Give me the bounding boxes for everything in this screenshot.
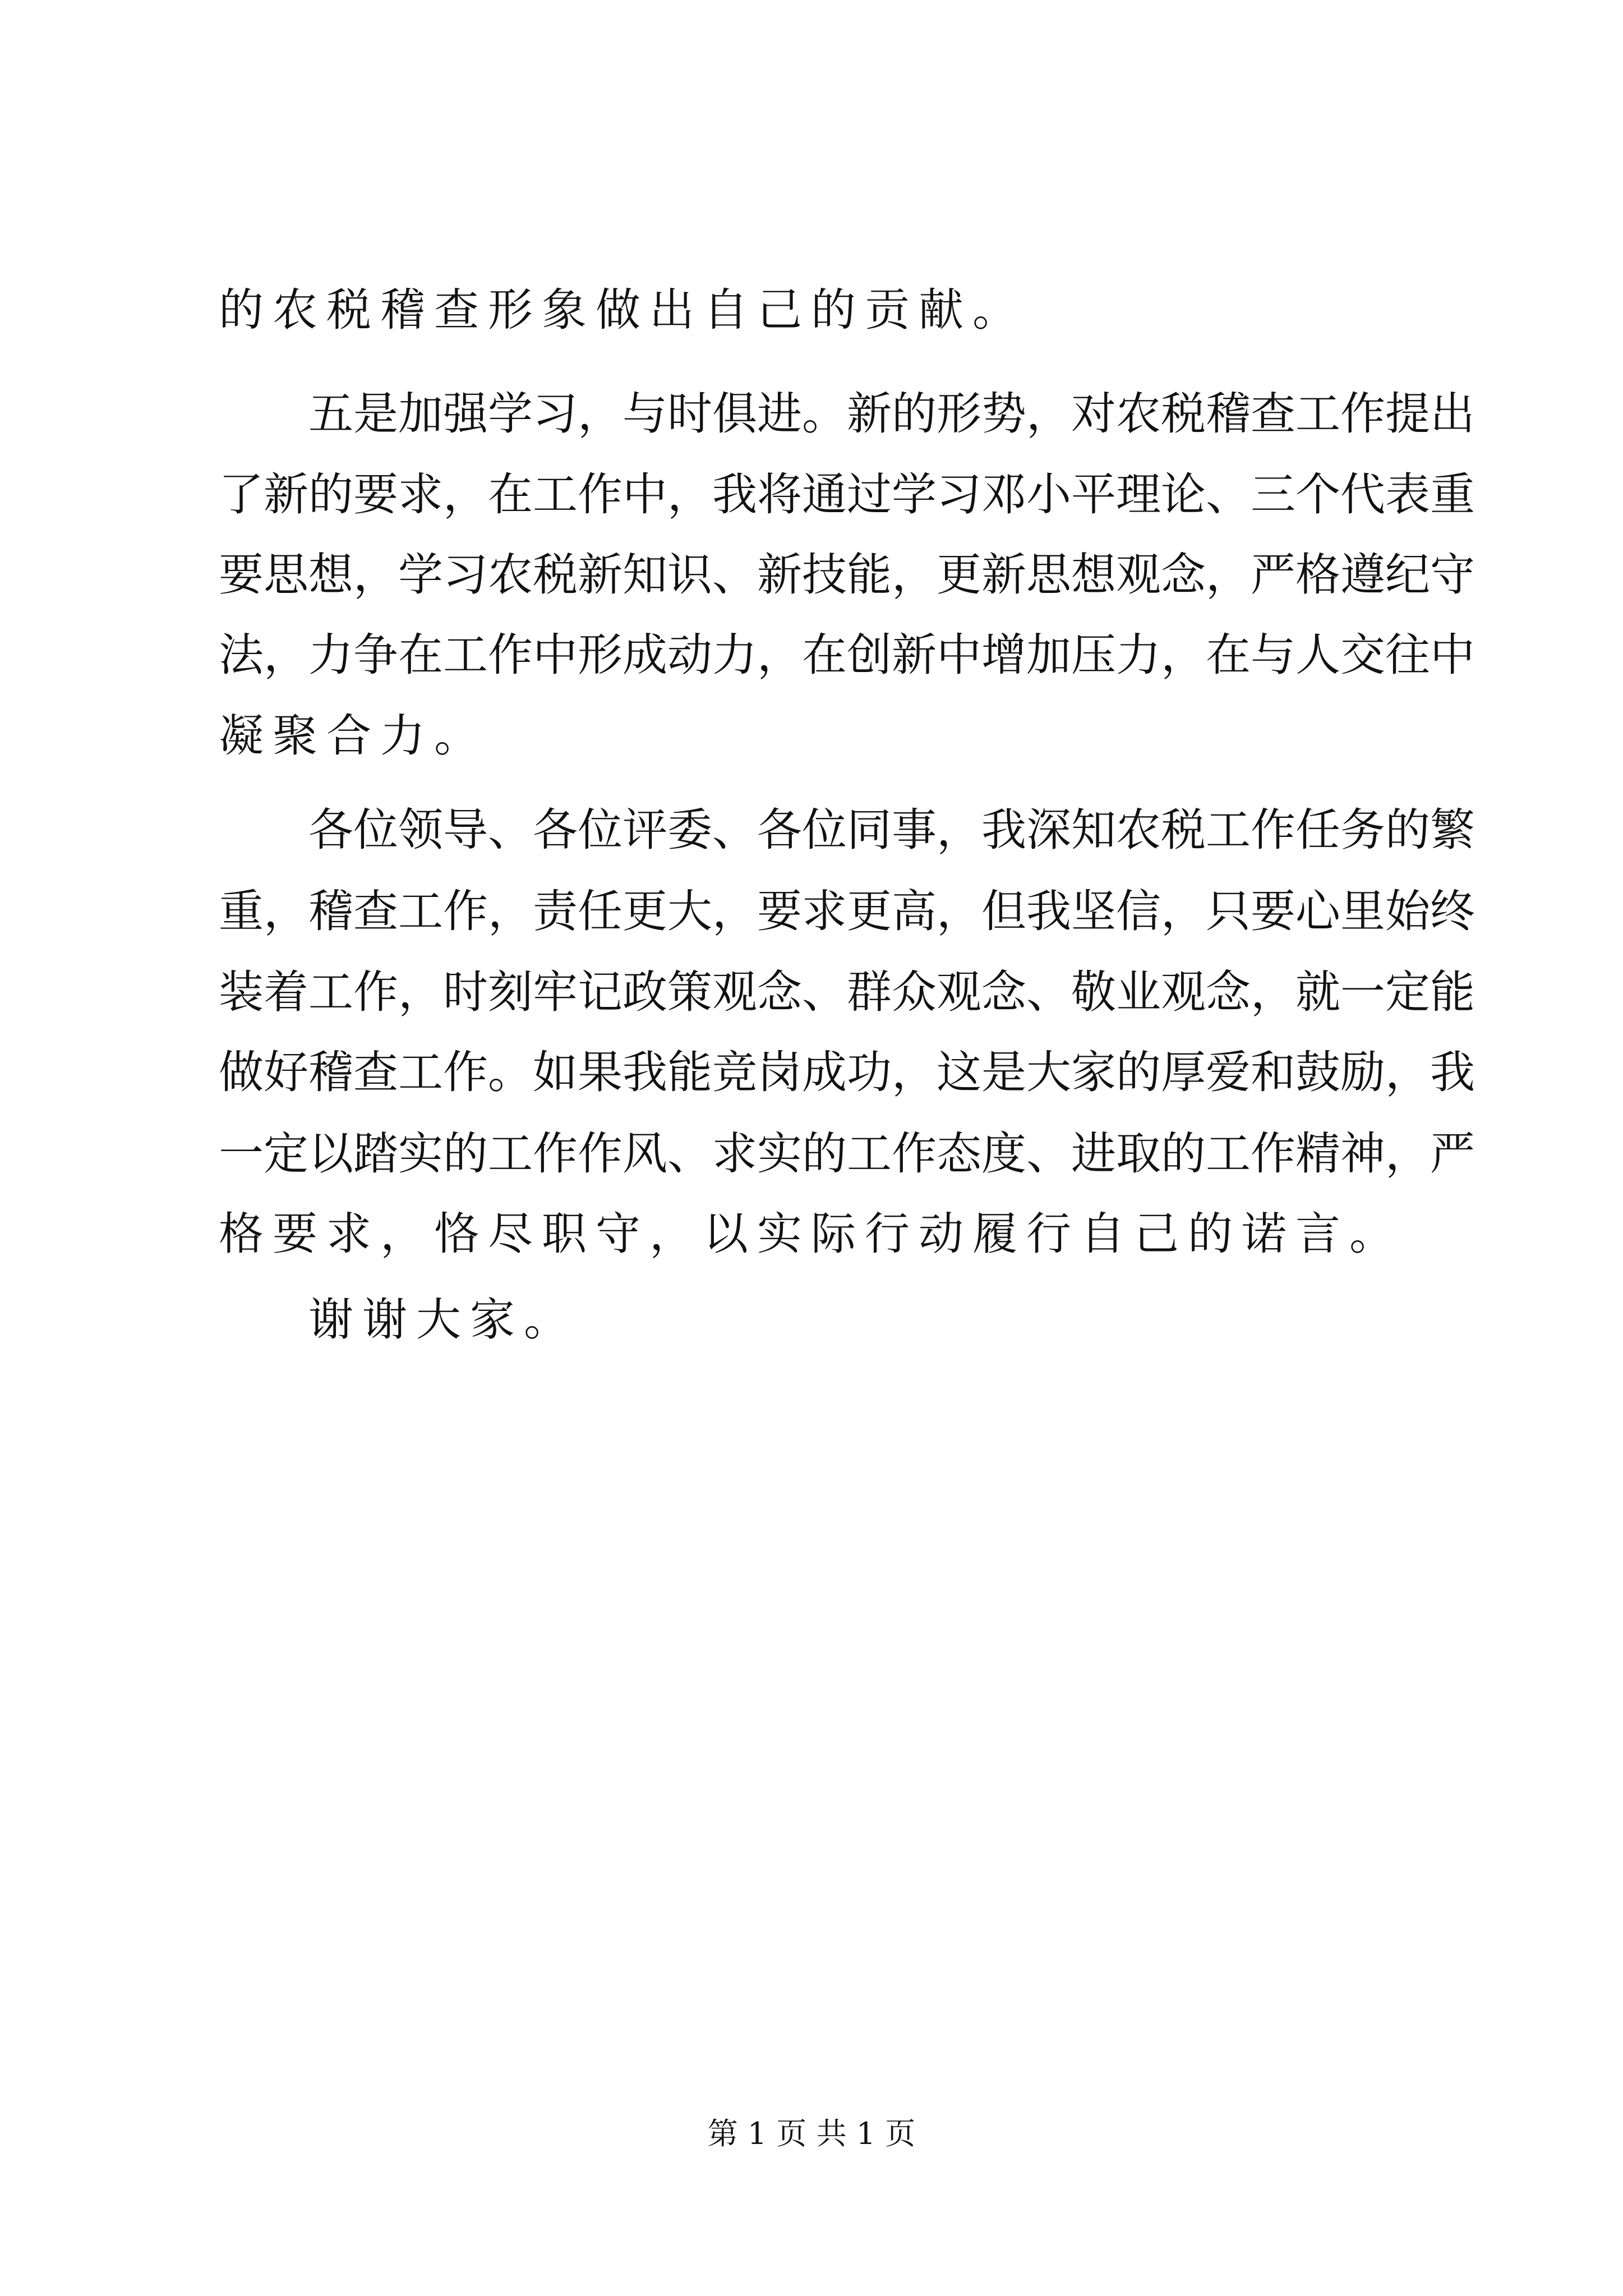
paragraph-line: 法，力争在工作中形成动力，在创新中增加压力，在与人交往中 bbox=[219, 629, 1475, 681]
paragraph-line: 的农税稽查形象做出自己的贡献。 bbox=[219, 284, 1026, 336]
paragraph-line: 谢谢大家。 bbox=[308, 1294, 578, 1346]
paragraph-line: 各位领导、各位评委、各位同事，我深知农税工作任务的繁 bbox=[308, 804, 1475, 856]
paragraph-line: 五是加强学习，与时俱进。新的形势，对农税稽查工作提出 bbox=[308, 388, 1475, 440]
paragraph-line: 做好稽查工作。如果我能竞岗成功，这是大家的厚爱和鼓励，我 bbox=[219, 1046, 1475, 1098]
paragraph-line: 装着工作，时刻牢记政策观念、群众观念、敬业观念，就一定能 bbox=[219, 966, 1475, 1018]
paragraph-line: 格要求，恪尽职守，以实际行动履行自己的诺言。 bbox=[219, 1208, 1403, 1260]
page-number-footer: 第 1 页 共 1 页 bbox=[707, 2116, 916, 2151]
paragraph-line: 一定以踏实的工作作风、求实的工作态度、进取的工作精神，严 bbox=[219, 1128, 1475, 1180]
paragraph-line: 凝聚合力。 bbox=[219, 710, 488, 762]
paragraph-line: 了新的要求，在工作中，我将通过学习邓小平理论、三个代表重 bbox=[219, 468, 1475, 521]
paragraph-line: 重，稽查工作，责任更大，要求更高，但我坚信，只要心里始终 bbox=[219, 885, 1475, 937]
paragraph-line: 要思想，学习农税新知识、新技能，更新思想观念，严格遵纪守 bbox=[219, 549, 1475, 601]
